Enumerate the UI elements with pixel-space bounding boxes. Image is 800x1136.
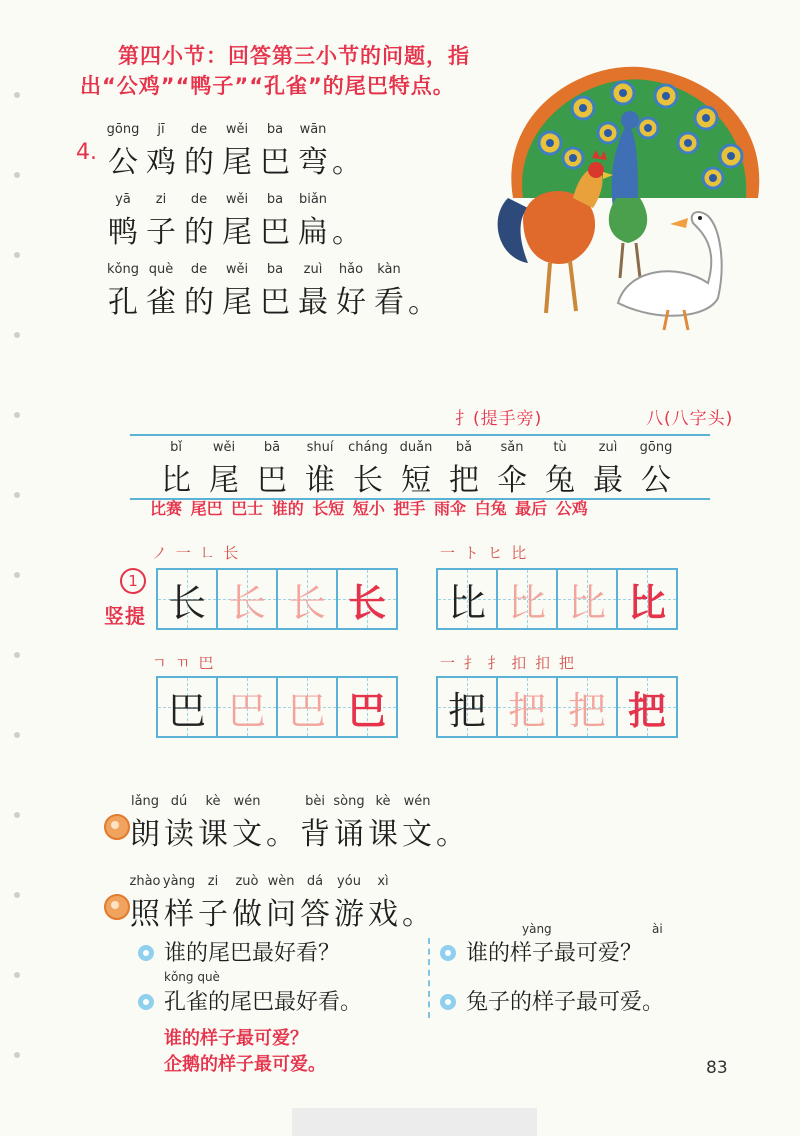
grid-cell[interactable]: 把 xyxy=(618,678,676,736)
pinyin-syllable: shuí xyxy=(306,440,334,455)
hanzi-character: 鸡 xyxy=(146,145,176,180)
pinyin-syllable: wěi xyxy=(212,440,236,455)
stroke-order-ba: ㄱ ㄲ 巴 xyxy=(152,654,216,672)
scan-artifact xyxy=(292,1108,537,1136)
pinyin-syllable: wěi xyxy=(225,192,249,207)
hanzi-character: 巴 xyxy=(260,215,290,250)
hanzi-character: 公 xyxy=(108,145,138,180)
stroke-order-chang: ノ 一 ㇗ 长 xyxy=(152,544,241,562)
hanzi-character: 弯 xyxy=(298,145,328,180)
grid-cell[interactable]: 长 xyxy=(338,570,396,628)
hanzi-character: 巴 xyxy=(260,285,290,320)
pinyin-syllable: kè xyxy=(375,794,391,809)
question-2: 谁的样子最可爱？ xyxy=(466,941,643,966)
stroke-order-ba2: 一 扌 扌 扣 扣 把 xyxy=(440,654,576,672)
question-2-pinyin-2: ài xyxy=(652,922,663,936)
pinyin-syllable: wěi xyxy=(225,122,249,137)
binder-hole xyxy=(14,412,20,418)
pinyin-syllable: sǎn xyxy=(500,440,524,455)
hanzi-character: 的 xyxy=(184,215,214,250)
binder-hole xyxy=(14,652,20,658)
bullet-icon xyxy=(138,945,154,961)
text-line-3 xyxy=(104,262,438,321)
pinyin-syllable: kè xyxy=(205,794,221,809)
binder-hole xyxy=(14,972,20,978)
hanzi-character: 诵 xyxy=(334,817,364,852)
birds-illustration xyxy=(488,48,778,338)
grid-cell[interactable]: 巴 xyxy=(338,678,396,736)
hanzi-character: 巴 xyxy=(260,145,290,180)
pinyin-syllable: hǎo xyxy=(338,262,364,277)
radical-left: 扌(提手旁) xyxy=(455,409,543,429)
annotation-line-1: 第四小节：回答第三小节的问题，指 xyxy=(118,44,470,68)
hanzi-character: 鸭 xyxy=(108,215,138,250)
hanzi-character: 公 xyxy=(641,463,671,498)
section-number: 4. xyxy=(76,140,97,165)
hanzi-character: 问 xyxy=(266,897,296,932)
hanzi-character: 子 xyxy=(198,897,228,932)
pinyin-syllable: zhào xyxy=(129,874,161,889)
pinyin-syllable: kǒng xyxy=(107,262,139,277)
hanzi-character: 最 xyxy=(298,285,328,320)
hanzi-character: 。 xyxy=(402,897,432,932)
hanzi-character: 子 xyxy=(146,215,176,250)
binder-hole xyxy=(14,732,20,738)
hanzi-character: 答 xyxy=(300,897,330,932)
binder-hole xyxy=(14,172,20,178)
pinyin-syllable: biǎn xyxy=(298,192,328,207)
pinyin-syllable: dá xyxy=(306,874,324,889)
pinyin-syllable: gōng xyxy=(106,122,140,137)
hanzi-character: 尾 xyxy=(209,463,239,498)
bullet-icon xyxy=(440,994,456,1010)
hanzi-character: 做 xyxy=(232,897,262,932)
hanzi-character: 。 xyxy=(436,817,466,852)
page-number: 83 xyxy=(706,1058,728,1078)
hanzi-character: 尾 xyxy=(222,145,252,180)
pinyin-syllable: cháng xyxy=(348,440,388,455)
grid-cell[interactable]: 把 xyxy=(438,678,498,736)
practice-grid-bi xyxy=(436,568,678,630)
hanzi-character: 照 xyxy=(130,897,160,932)
pinyin-syllable: tù xyxy=(553,440,567,455)
binder-hole xyxy=(14,332,20,338)
punctuation: 。 xyxy=(408,285,438,320)
hanzi-character: 戏 xyxy=(368,897,398,932)
grid-cell[interactable]: 巴 xyxy=(158,678,218,736)
hanzi-character: 游 xyxy=(334,897,364,932)
pinyin-syllable: bèi xyxy=(305,794,325,809)
hanzi-character: 朗 xyxy=(130,817,160,852)
hanzi-character: 好 xyxy=(336,285,366,320)
grid-cell[interactable]: 长 xyxy=(278,570,338,628)
vocab-words: 比赛 尾巴 巴士 谁的 长短 短小 把手 雨伞 白兔 最后 公鸡 xyxy=(150,499,588,518)
circle-number: 1 xyxy=(120,568,146,594)
hanzi-character: 读 xyxy=(164,817,194,852)
pinyin-syllable: zuì xyxy=(303,262,323,277)
binder-hole xyxy=(14,892,20,898)
hanzi-character: 的 xyxy=(184,145,214,180)
question-2-pinyin-1: yàng xyxy=(522,922,552,936)
binder-hole xyxy=(14,492,20,498)
hanzi-character: 尾 xyxy=(222,285,252,320)
grid-cell[interactable]: 比 xyxy=(618,570,676,628)
pinyin-syllable: de xyxy=(190,262,208,277)
hanzi-character: 课 xyxy=(368,817,398,852)
answer-1: 孔雀的尾巴最好看。 xyxy=(164,990,363,1015)
annotation-line-2: 出“公鸡”“鸭子”“孔雀”的尾巴特点。 xyxy=(80,74,455,98)
pinyin-syllable: kàn xyxy=(377,262,401,277)
hanzi-character: 。 xyxy=(266,817,296,852)
binder-hole xyxy=(14,572,20,578)
hanzi-character: 孔 xyxy=(108,285,138,320)
bullet-icon xyxy=(440,945,456,961)
binder-hole xyxy=(14,92,20,98)
extra-question: 谁的样子最可爱？ xyxy=(164,1028,308,1049)
exercise-marker-icon xyxy=(104,814,130,840)
pinyin-syllable: gōng xyxy=(639,440,673,455)
grid-cell[interactable]: 比 xyxy=(438,570,498,628)
pinyin-syllable: xì xyxy=(377,874,389,889)
pinyin-syllable: wèn xyxy=(267,874,295,889)
grid-cell[interactable]: 长 xyxy=(158,570,218,628)
binder-hole xyxy=(14,812,20,818)
pinyin-syllable xyxy=(264,794,298,809)
hanzi-character: 长 xyxy=(353,463,383,498)
pinyin-syllable: ba xyxy=(266,262,284,277)
answer-1-pinyin: kǒng què xyxy=(164,970,220,984)
pinyin-syllable: zuì xyxy=(598,440,618,455)
read-aloud-row xyxy=(128,794,468,853)
pinyin-syllable: jī xyxy=(157,122,165,137)
pinyin-syllable: wén xyxy=(233,794,261,809)
practice-grid-ba2 xyxy=(436,676,678,738)
hanzi-character: 把 xyxy=(449,463,479,498)
pinyin-syllable: yóu xyxy=(337,874,361,889)
pinyin-syllable: sòng xyxy=(333,794,365,809)
answer-2: 兔子的样子最可爱。 xyxy=(466,990,665,1015)
grid-cell[interactable]: 把 xyxy=(558,678,618,736)
pinyin-syllable: què xyxy=(148,262,174,277)
question-1: 谁的尾巴最好看？ xyxy=(164,941,341,966)
hanzi-character: 兔 xyxy=(545,463,575,498)
hanzi-character: 巴 xyxy=(257,463,287,498)
radical-right: 八(八字头) xyxy=(646,409,734,429)
grid-cell[interactable]: 把 xyxy=(498,678,558,736)
bullet-icon xyxy=(138,994,154,1010)
grid-cell[interactable]: 巴 xyxy=(278,678,338,736)
pinyin-syllable: de xyxy=(190,192,208,207)
pinyin-syllable: wěi xyxy=(225,262,249,277)
stroke-label: 竖提 xyxy=(104,604,146,628)
hanzi-character: 背 xyxy=(300,817,330,852)
hanzi-character: 看 xyxy=(374,285,404,320)
hanzi-character: 谁 xyxy=(305,463,335,498)
stroke-order-bi: 一 ト ヒ 比 xyxy=(440,544,529,562)
binder-hole xyxy=(14,1052,20,1058)
grid-cell[interactable]: 比 xyxy=(498,570,558,628)
pinyin-syllable: wān xyxy=(299,122,327,137)
pinyin-syllable: bǐ xyxy=(170,440,182,455)
pinyin-syllable: bǎ xyxy=(455,440,473,455)
grid-cell[interactable]: 长 xyxy=(218,570,278,628)
pinyin-syllable: zuò xyxy=(235,874,259,889)
hanzi-character: 伞 xyxy=(497,463,527,498)
practice-grid-ba xyxy=(156,676,398,738)
pinyin-syllable: ba xyxy=(266,122,284,137)
pinyin-syllable: de xyxy=(190,122,208,137)
rule-top xyxy=(130,434,710,436)
hanzi-character: 扁 xyxy=(298,215,328,250)
practice-grid-chang xyxy=(156,568,398,630)
vocab-row xyxy=(152,440,680,499)
pinyin-syllable: duǎn xyxy=(399,440,433,455)
hanzi-character: 雀 xyxy=(146,285,176,320)
punctuation: 。 xyxy=(332,145,362,180)
pinyin-syllable: yā xyxy=(115,192,131,207)
hanzi-character: 课 xyxy=(198,817,228,852)
hanzi-character: 尾 xyxy=(222,215,252,250)
binder-hole xyxy=(14,252,20,258)
pinyin-syllable: bā xyxy=(263,440,281,455)
pinyin-syllable: zi xyxy=(155,192,167,207)
text-line-2 xyxy=(104,192,362,251)
hanzi-character: 的 xyxy=(184,285,214,320)
pinyin-syllable: yàng xyxy=(162,874,196,889)
hanzi-character: 文 xyxy=(402,817,432,852)
exercise-marker-icon xyxy=(104,894,130,920)
hanzi-character: 比 xyxy=(161,463,191,498)
grid-cell[interactable]: 巴 xyxy=(218,678,278,736)
pinyin-syllable: ba xyxy=(266,192,284,207)
hanzi-character: 样 xyxy=(164,897,194,932)
pinyin-syllable: dú xyxy=(170,794,188,809)
pinyin-syllable: zi xyxy=(207,874,219,889)
hanzi-character: 短 xyxy=(401,463,431,498)
punctuation: 。 xyxy=(332,215,362,250)
hanzi-character: 最 xyxy=(593,463,623,498)
game-title-row xyxy=(128,874,434,933)
pinyin-syllable: lǎng xyxy=(130,794,160,809)
extra-answer: 企鹅的样子最可爱。 xyxy=(164,1054,326,1075)
text-line-1 xyxy=(104,122,362,181)
grid-cell[interactable]: 比 xyxy=(558,570,618,628)
pinyin-syllable: wén xyxy=(403,794,431,809)
column-divider xyxy=(428,938,430,1018)
hanzi-character: 文 xyxy=(232,817,262,852)
